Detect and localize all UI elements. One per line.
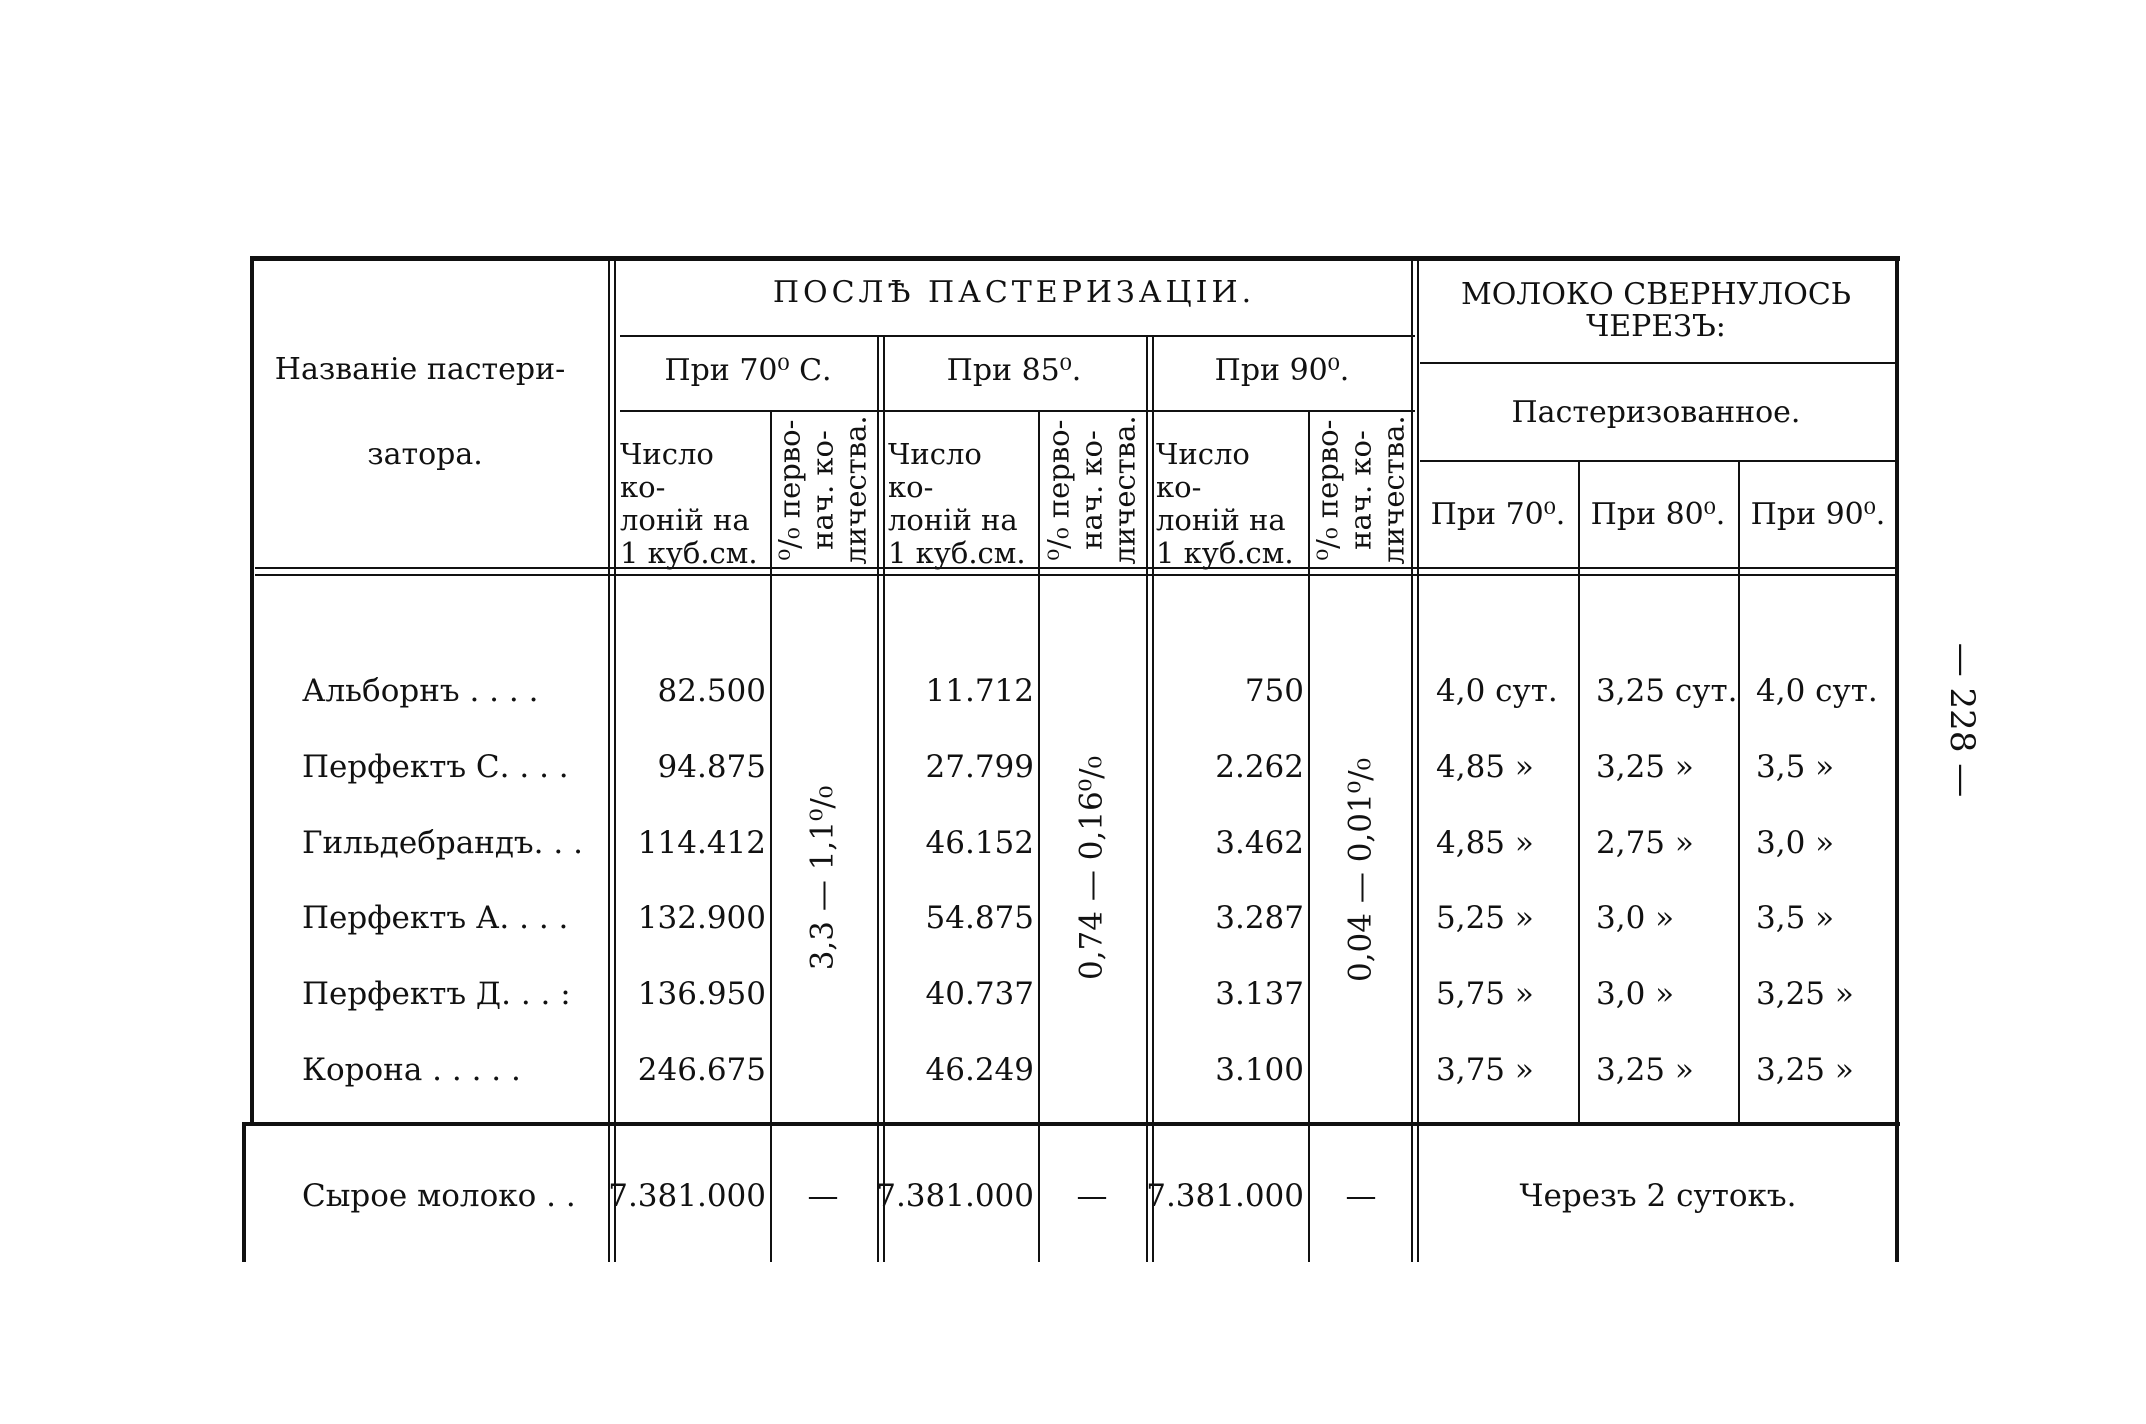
row-days-90: 3,25 »: [1756, 1052, 1854, 1088]
row-colonies-90: 3.137: [1215, 976, 1304, 1012]
colonies-header-85: Число ко- лоній на 1 куб.см.: [888, 437, 1026, 570]
pct-header-90: ⁰/₀ перво- нач. ко- личества.: [1310, 415, 1411, 565]
temp-group-85: При 85⁰.: [946, 353, 1082, 388]
page-number: — 228 —: [1942, 642, 1982, 798]
row-colonies-85: 40.737: [925, 976, 1034, 1012]
row-days-70: 3,75 »: [1436, 1052, 1534, 1088]
row-colonies-90: 750: [1244, 673, 1304, 709]
row-days-80: 3,25 »: [1596, 749, 1694, 785]
row-colonies-90: 3.100: [1215, 1052, 1304, 1088]
row-days-70: 4,85 »: [1436, 825, 1534, 861]
row-colonies-85: 11.712: [925, 673, 1034, 709]
row-days-80: 3,0 »: [1596, 900, 1675, 936]
row-days-80: 2,75 »: [1596, 825, 1694, 861]
row-days-80: 3,25 »: [1596, 1052, 1694, 1088]
row-colonies-85: 46.152: [925, 825, 1034, 861]
pct-header-70: ⁰/₀ перво- нач. ко- личества.: [772, 415, 873, 565]
curdle-temp-90: При 90⁰.: [1750, 497, 1886, 532]
row-colonies-70: 132.900: [637, 900, 766, 936]
raw-milk-curdled: Черезъ 2 сутокъ.: [1519, 1178, 1797, 1214]
row-colonies-70: 114.412: [637, 825, 766, 861]
raw-milk-colonies-85: 7.381.000: [876, 1178, 1034, 1214]
pct-range-90: 0,04 — 0,01⁰/₀: [1342, 757, 1379, 983]
row-days-70: 4,85 »: [1436, 749, 1534, 785]
row-colonies-90: 3.287: [1215, 900, 1304, 936]
pasteurized-header: Пастеризованное.: [1511, 395, 1801, 430]
row-colonies-85: 46.249: [925, 1052, 1034, 1088]
row-days-70: 4,0 сут.: [1436, 673, 1558, 709]
pct-header-85: ⁰/₀ перво- нач. ко- личества.: [1041, 415, 1142, 565]
curdle-temp-70: При 70⁰.: [1430, 497, 1566, 532]
raw-milk-pct-85: —: [1076, 1178, 1108, 1214]
row-days-90: 3,0 »: [1756, 825, 1835, 861]
row-days-70: 5,75 »: [1436, 976, 1534, 1012]
row-days-70: 5,25 »: [1436, 900, 1534, 936]
raw-milk-colonies-90: 7.381.000: [1146, 1178, 1304, 1214]
row-days-90: 4,0 сут.: [1756, 673, 1878, 709]
curdle-temp-80: При 80⁰.: [1590, 497, 1726, 532]
row-colonies-70: 94.875: [657, 749, 766, 785]
row-colonies-90: 3.462: [1215, 825, 1304, 861]
raw-milk-pct-90: —: [1345, 1178, 1377, 1214]
pct-range-85: 0,74 — 0,16⁰/₀: [1073, 755, 1110, 981]
row-colonies-85: 54.875: [925, 900, 1034, 936]
row-days-90: 3,5 »: [1756, 900, 1835, 936]
row-name: Перфектъ Д. . . :: [302, 976, 571, 1012]
row-days-80: 3,0 »: [1596, 976, 1675, 1012]
row-name: Перфектъ А. . . .: [302, 900, 569, 936]
raw-milk-pct-70: —: [807, 1178, 839, 1214]
row-colonies-70: 246.675: [637, 1052, 766, 1088]
raw-milk-name: Сырое молоко . .: [302, 1178, 576, 1214]
row-days-90: 3,5 »: [1756, 749, 1835, 785]
pct-range-70: 3,3 — 1,1⁰/₀: [804, 785, 841, 971]
colonies-header-90: Число ко- лоній на 1 куб.см.: [1156, 437, 1294, 570]
temp-group-70: При 70⁰ С.: [664, 353, 832, 388]
name-header-line2: затора.: [367, 437, 483, 472]
row-colonies-70: 136.950: [637, 976, 766, 1012]
row-name: Гильдебрандъ. . .: [302, 825, 583, 861]
curdled-header-line1: МОЛОКО СВЕРНУЛОСЬ: [1460, 277, 1852, 312]
row-name: Альборнъ . . . .: [302, 673, 539, 709]
temp-group-90: При 90⁰.: [1214, 353, 1350, 388]
row-colonies-85: 27.799: [925, 749, 1034, 785]
row-days-80: 3,25 сут.: [1596, 673, 1738, 709]
after-pasteurization-header: ПОСЛѢ ПАСТЕРИЗАЦІИ.: [772, 275, 1256, 310]
row-colonies-70: 82.500: [657, 673, 766, 709]
curdled-header-line2: ЧЕРЕЗЪ:: [1586, 309, 1726, 344]
colonies-header-70: Число ко- лоній на 1 куб.см.: [620, 437, 758, 570]
row-name: Корона . . . . .: [302, 1052, 521, 1088]
row-days-90: 3,25 »: [1756, 976, 1854, 1012]
row-colonies-90: 2.262: [1215, 749, 1304, 785]
row-name: Перфектъ С. . . .: [302, 749, 569, 785]
raw-milk-colonies-70: 7.381.000: [608, 1178, 766, 1214]
name-header-line1: Названіе пастери-: [274, 352, 566, 387]
